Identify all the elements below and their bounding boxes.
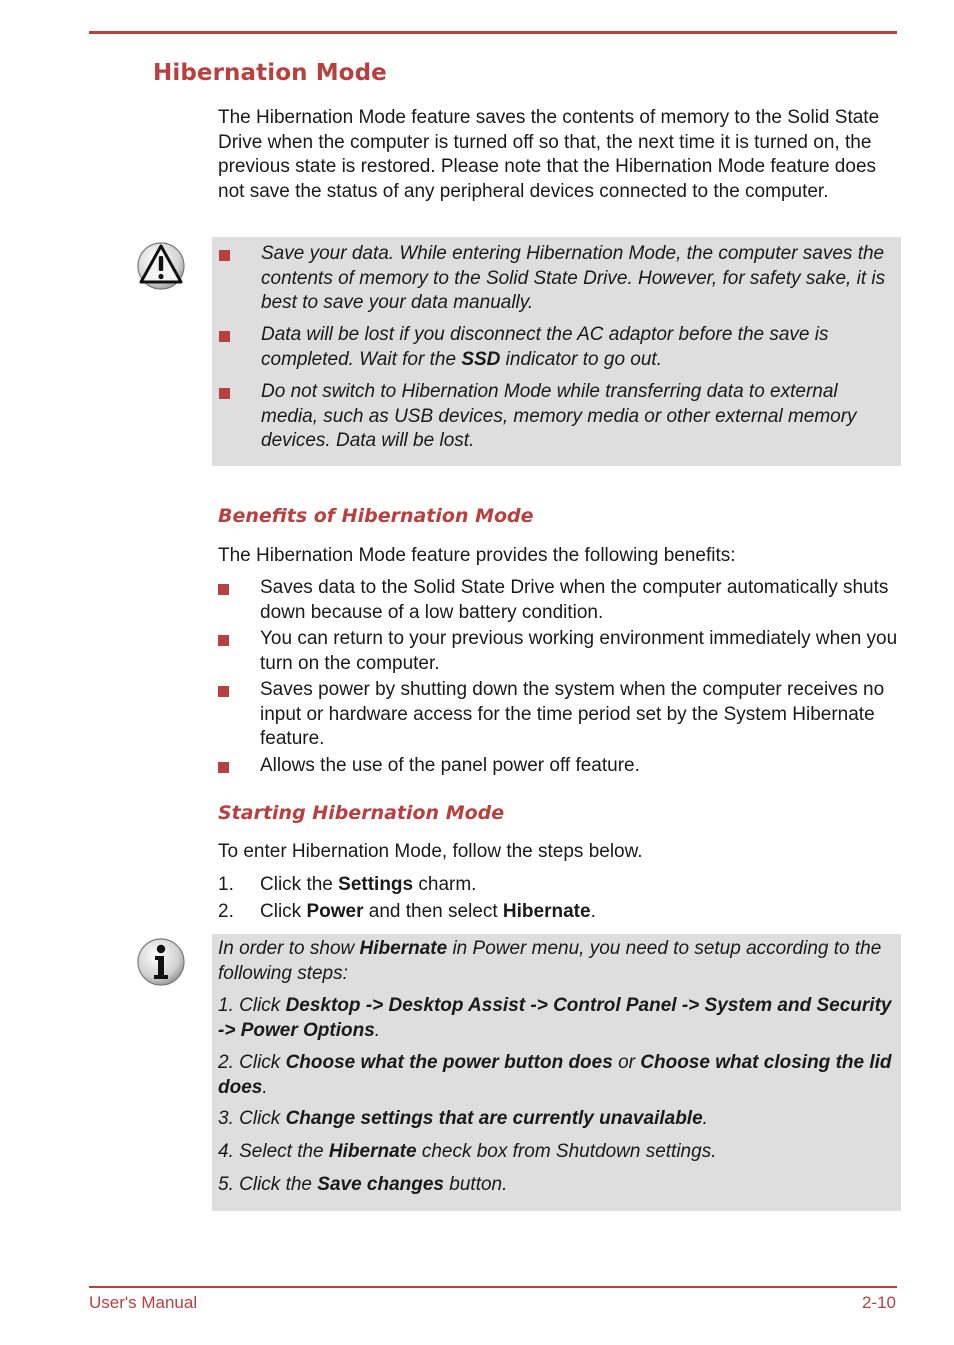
steps-intro: To enter Hibernation Mode, follow the steps below. [218, 841, 643, 862]
step-number: 1. [218, 874, 234, 895]
list-item: Saves data to the Solid State Drive when the computer automatically shuts down because of a low battery condition. [260, 576, 900, 625]
info-paragraph: 1. Click Desktop -> Desktop Assist -> Control Panel -> System and Security -> Power Options. [218, 995, 892, 1041]
bullet-marker [218, 762, 229, 773]
bullet-marker [218, 584, 229, 595]
info-paragraph: 2. Click Choose what the power button does or Choose what closing the lid does. [218, 1052, 892, 1098]
bullet-marker [219, 250, 230, 261]
info-paragraph: 3. Click Change settings that are currently unavailable. [218, 1108, 708, 1129]
bullet-marker [218, 686, 229, 697]
bullet-marker [219, 331, 230, 342]
step-item: 2. Click Power and then select Hibernate. [260, 900, 900, 925]
page-number: 2-10 [861, 1293, 896, 1312]
bullet-marker [219, 388, 230, 399]
list-item: Saves power by shutting down the system when the computer receives no input or hardware access for the time period set by the System Hibernate feature. [260, 678, 900, 752]
caution-box [212, 237, 901, 466]
ssd-term: SSD [461, 348, 501, 370]
caution-item: Save your data. While entering Hibernation Mode, the computer saves the contents of memory to the Solid State Drive. However, for safety sake, it is best to save your data manually. [261, 242, 897, 316]
info-icon [136, 937, 186, 987]
info-paragraph: 5. Click the Save changes button. [218, 1174, 508, 1195]
info-paragraph: In order to show Hibernate in Power menu, you need to setup according to the following steps: [218, 938, 882, 984]
list-item: Allows the use of the panel power off feature. [260, 754, 900, 779]
benefits-intro: The Hibernation Mode feature provides the following benefits: [218, 545, 736, 566]
benefits-heading: Benefits of Hibernation Mode [218, 505, 534, 527]
caution-item: Do not switch to Hibernation Mode while transferring data to external media, such as USB devices, memory media or other external memory devices. Data will be lost. [261, 380, 897, 454]
list-item: You can return to your previous working environment immediately when you turn on the computer. [260, 627, 900, 676]
page-title: Hibernation Mode [153, 60, 387, 86]
footer-rule [89, 1286, 897, 1288]
starting-heading: Starting Hibernation Mode [218, 802, 505, 824]
footer-manual-title: User's Manual [89, 1293, 198, 1312]
intro-paragraph: The Hibernation Mode feature saves the contents of memory to the Solid State Drive when the computer is turned off so that, the next time it is turned on, the previous state is restored. Please note that the Hibernation Mode feature does not save the status of any peripheral devices connected to the computer. [218, 107, 880, 202]
caution-item: Data will be lost if you disconnect the AC adaptor before the save is completed. Wait for the SSD indicator to go out. [261, 323, 897, 372]
header-rule [89, 31, 897, 34]
info-paragraph: 4. Select the Hibernate check box from Shutdown settings. [218, 1141, 717, 1162]
step-item: 1. Click the Settings charm. [260, 873, 900, 898]
bullet-marker [218, 635, 229, 646]
warning-icon [136, 240, 186, 292]
step-number: 2. [218, 901, 234, 922]
info-box [212, 934, 901, 1211]
